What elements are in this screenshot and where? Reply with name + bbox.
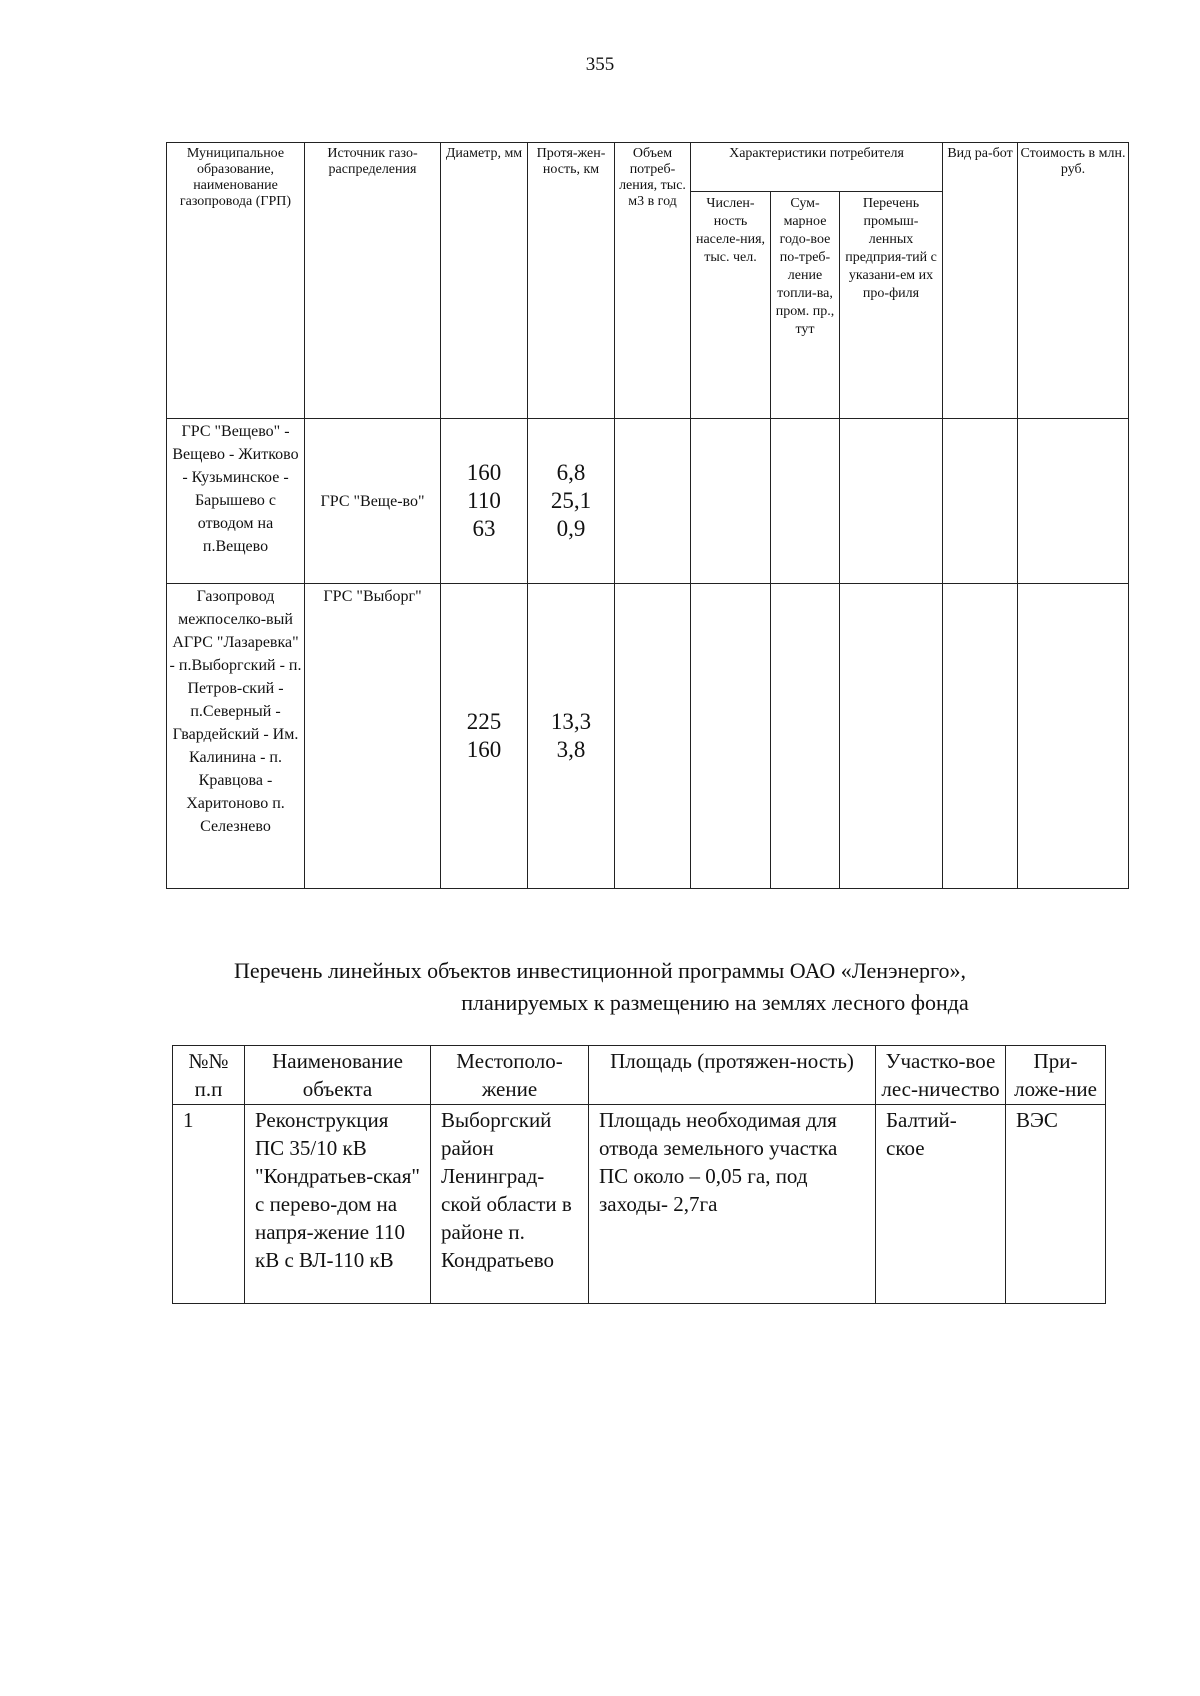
header-num: №№ п.п: [173, 1046, 245, 1105]
header-enterprises: Перечень промыш-ленных предприя-тий с указани-ем их про-филя: [840, 192, 943, 419]
empty-cell: [691, 584, 771, 889]
table-row: [173, 1105, 1106, 1304]
empty-cell: [943, 584, 1018, 889]
header-consumer: Характеристики потребителя: [691, 143, 943, 192]
header-source: Источник газо-распределения: [305, 143, 441, 419]
header-diameter: Диаметр, мм: [441, 143, 528, 419]
object-forestry: Балтий-ское: [876, 1105, 1006, 1304]
header-location: Местополо-жение: [431, 1046, 589, 1105]
investment-objects-table: [172, 1045, 1106, 1304]
header-volume: Объем потреб-ления, тыс. м3 в год: [615, 143, 691, 419]
header-population: Числен-ность населе-ния, тыс. чел.: [691, 192, 771, 419]
header-municipality: Муниципальное образование, наименование газопровода (ГРП): [167, 143, 305, 419]
empty-cell: [615, 584, 691, 889]
empty-cell: [1018, 584, 1129, 889]
table-row: [167, 584, 1129, 889]
table-row: [167, 419, 1129, 584]
pipeline-name: ГРС "Вещево" - Вещево - Житково - Кузьминское - Барышево с отводом на п.Вещево: [167, 419, 305, 584]
gas-pipeline-table: [166, 142, 1129, 889]
pipeline-source: ГРС "Выборг": [305, 584, 441, 889]
header-object-name: Наименование объекта: [245, 1046, 431, 1105]
pipeline-diameters: 225 160: [441, 584, 528, 889]
header-work-type: Вид ра-бот: [943, 143, 1018, 419]
page-number: 355: [585, 54, 615, 75]
section-title-line1: Перечень линейных объектов инвестиционной программы ОАО «Ленэнерго»,: [233, 958, 967, 983]
header-cost: Стоимость в млн. руб.: [1018, 143, 1129, 419]
header-area: Площадь (протяжен-ность): [589, 1046, 876, 1105]
pipeline-source: ГРС "Веще-во": [305, 419, 441, 584]
empty-cell: [771, 419, 840, 584]
pipeline-lengths: 13,3 3,8: [528, 584, 615, 889]
object-name: Реконструкция ПС 35/10 кВ "Кондратьев-ская" с перево-дом на напря-жение 110 кВ с ВЛ-110 кВ: [245, 1105, 431, 1304]
pipeline-lengths: 6,8 25,1 0,9: [528, 419, 615, 584]
section-title: [0, 955, 1200, 1019]
header-note: При-ложе-ние: [1006, 1046, 1106, 1105]
empty-cell: [615, 419, 691, 584]
object-area: Площадь необходимая для отвода земельного участка ПС около – 0,05 га, под заходы- 2,7га: [589, 1105, 876, 1304]
empty-cell: [771, 584, 840, 889]
row-num: 1: [173, 1105, 245, 1304]
header-forestry: Участко-вое лес-ничество: [876, 1046, 1006, 1105]
header-fuel: Сум-марное годо-вое по-треб-ление топли-ва, пром. пр., тут: [771, 192, 840, 419]
empty-cell: [691, 419, 771, 584]
section-title-line2: планируемых к размещению на землях лесного фонда: [461, 990, 969, 1015]
header-length: Протя-жен-ность, км: [528, 143, 615, 419]
empty-cell: [943, 419, 1018, 584]
pipeline-diameters: 160 110 63: [441, 419, 528, 584]
pipeline-name: Газопровод межпоселко-вый АГРС "Лазаревка" - п.Выборгский - п. Петров-ский - п.Северный - Гвардейский - Им. Калинина - п. Кравцова - Харитоново п. Селезнево: [167, 584, 305, 889]
empty-cell: [840, 419, 943, 584]
object-note: ВЭС: [1006, 1105, 1106, 1304]
empty-cell: [840, 584, 943, 889]
object-location: Выборгский район Ленинград-ской области в районе п. Кондратьево: [431, 1105, 589, 1304]
empty-cell: [1018, 419, 1129, 584]
